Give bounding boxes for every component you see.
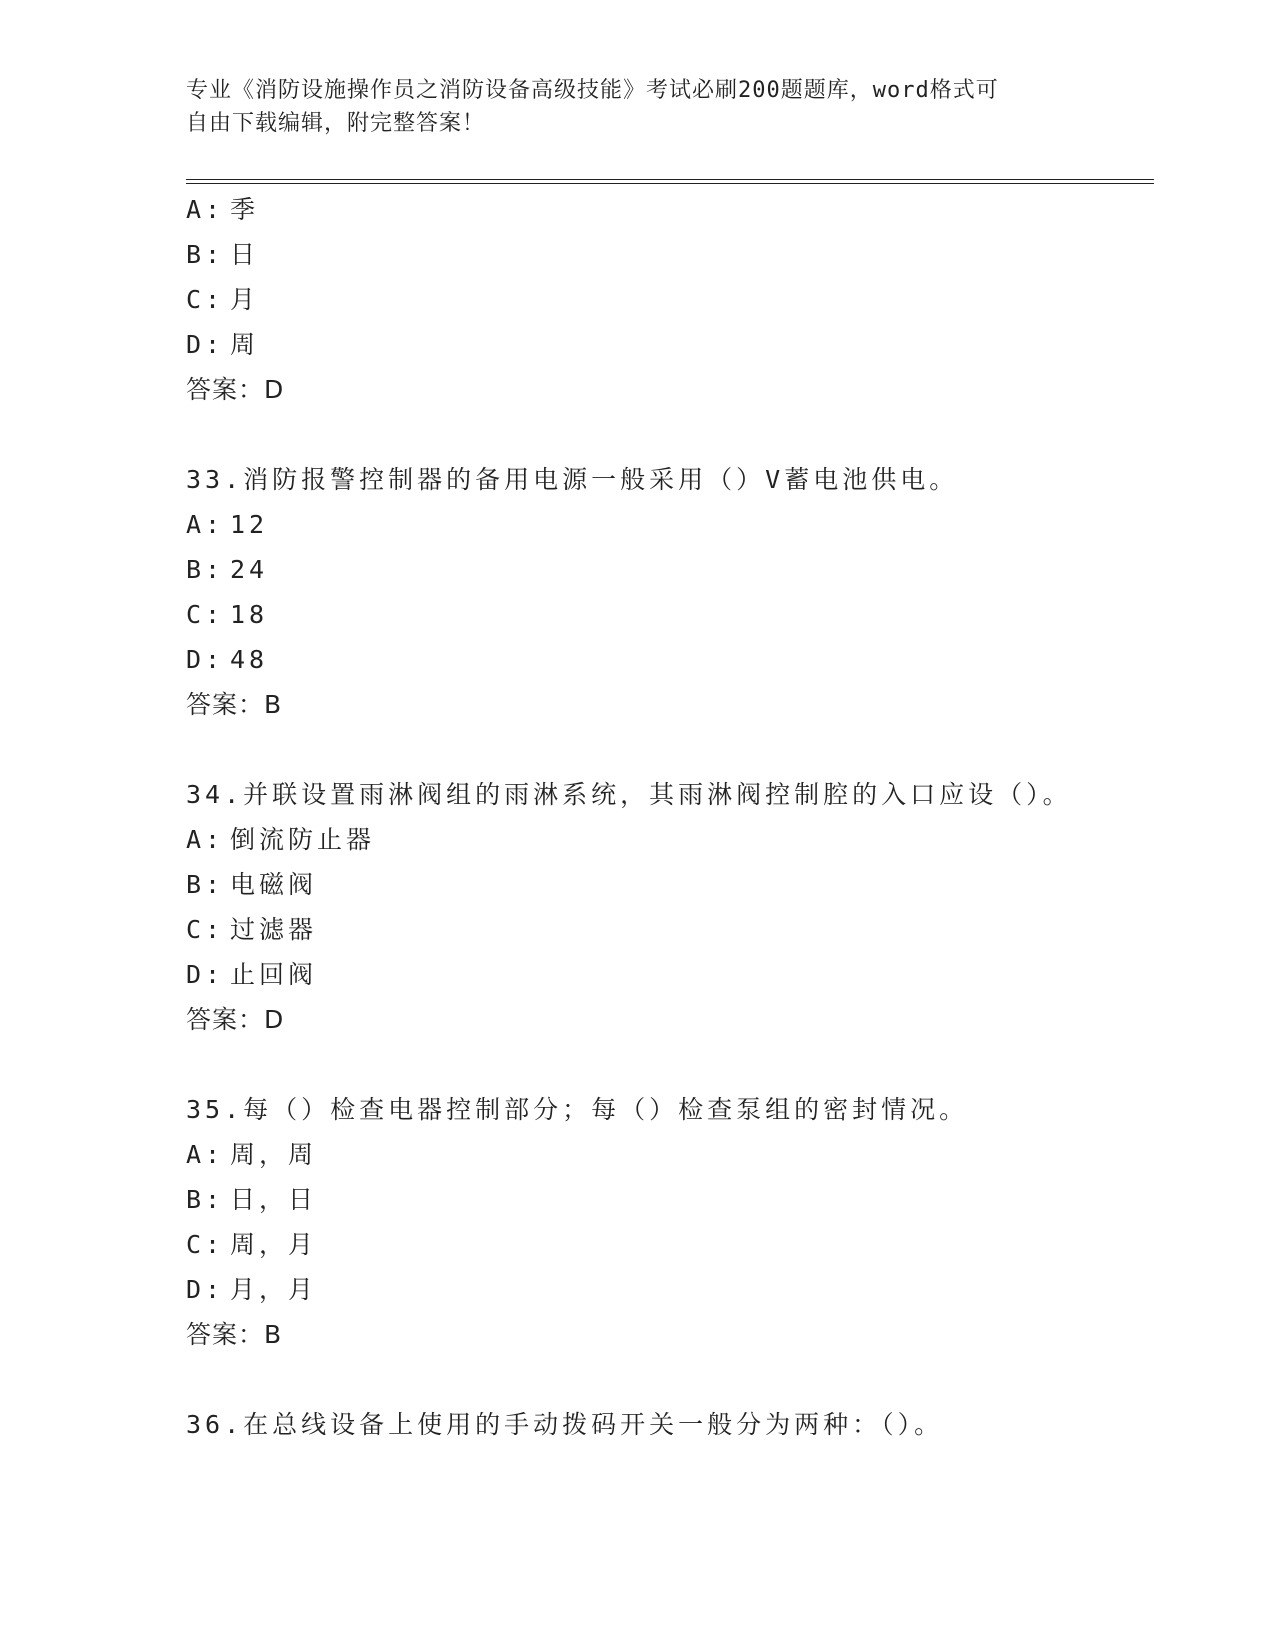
option-line [186,1230,317,1260]
option-line [186,1185,317,1215]
option-line [186,1275,317,1305]
option-letter: A: [186,195,225,224]
option-line [186,240,259,270]
answer-line: 答案：D [186,1005,285,1034]
header-divider-top [186,179,1154,180]
option-text: 止回阀 [230,960,318,989]
header-line-1: 专业《消防设施操作员之消防设备高级技能》考试必刷200题题库，word格式可 [186,78,999,103]
option-letter: C: [186,600,225,629]
option-text: 周，周 [230,1140,318,1169]
option-letter: B: [186,240,225,269]
option-line [186,555,268,585]
option-text: 48 [230,645,269,674]
option-line [186,645,268,675]
option-text: 月，月 [230,1275,318,1304]
option-line [186,285,259,315]
option-letter: D: [186,330,225,359]
document-header [186,74,1086,140]
option-text: 过滤器 [230,915,318,944]
option-letter: A: [186,510,225,539]
option-line [186,600,268,630]
option-letter: D: [186,1275,225,1304]
option-letter: D: [186,960,225,989]
option-line [186,825,375,855]
header-line-2: 自由下载编辑，附完整答案！ [186,111,486,136]
option-letter: C: [186,285,225,314]
answer-line: 答案：B [186,690,283,719]
option-text: 周，月 [230,1230,318,1259]
option-line [186,1140,317,1170]
option-line [186,510,268,540]
option-line [186,915,317,945]
option-text: 18 [230,600,269,629]
header-divider-bottom [186,183,1154,184]
option-line [186,960,317,990]
question-stem: 34.并联设置雨淋阀组的雨淋系统，其雨淋阀控制腔的入口应设（）。 [186,780,1072,809]
option-text: 电磁阀 [230,870,318,899]
option-letter: A: [186,825,225,854]
option-letter: A: [186,1140,225,1169]
option-letter: C: [186,915,225,944]
question-stem: 36.在总线设备上使用的手动拨码开关一般分为两种：（）。 [186,1410,944,1439]
option-letter: D: [186,645,225,674]
option-text: 日 [230,240,260,269]
option-line [186,195,259,225]
option-line [186,870,317,900]
option-text: 季 [230,195,260,224]
option-letter: C: [186,1230,225,1259]
option-text: 倒流防止器 [230,825,376,854]
question-stem: 35.每（）检查电器控制部分；每（）检查泵组的密封情况。 [186,1095,969,1124]
answer-line: 答案：D [186,375,285,404]
answer-line: 答案：B [186,1320,283,1349]
option-letter: B: [186,1185,225,1214]
option-text: 日，日 [230,1185,318,1214]
option-text: 月 [230,285,260,314]
option-line [186,330,259,360]
question-stem: 33.消防报警控制器的备用电源一般采用（）V蓄电池供电。 [186,465,959,494]
option-text: 周 [230,330,260,359]
option-letter: B: [186,555,225,584]
option-letter: B: [186,870,225,899]
option-text: 12 [230,510,269,539]
option-text: 24 [230,555,269,584]
